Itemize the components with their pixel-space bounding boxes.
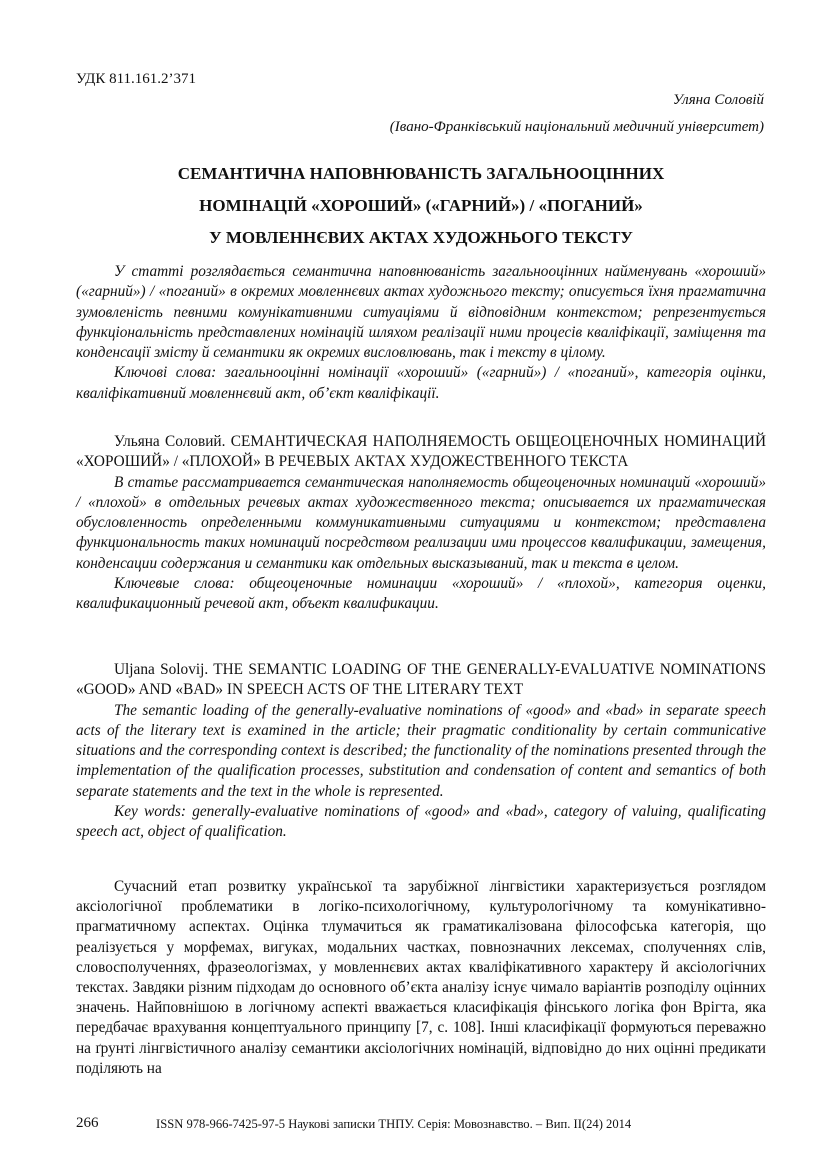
abstract-ru-keywords: Ключевые слова: общеоценочные номинации «хороший» / «плохой», категория оценки, квалификационный речевой акт, объект квалификации.	[76, 575, 766, 613]
abstract-ru-heading: Ульяна Соловий. СЕМАНТИЧЕСКАЯ НАПОЛНЯЕМОСТЬ ОБЩЕОЦЕНОЧНЫХ НОМИНАЦИЙ «ХОРОШИЙ» / «ПЛОХОЙ» В РЕЧЕВЫХ АКТАХ ХУДОЖЕСТВЕННОГО ТЕКСТА	[76, 433, 766, 471]
abstract-ua-text: У статті розглядається семантична наповнюваність загальнооцінних найменувань «хороший» («гарний») / «поганий» в окремих мовленнєвих актах художнього тексту; описується їхня прагматична зумовленість певними комунікативними ситуаціями й відповідним контекстом; репрезентується функціональність представлених номінацій шляхом реалізації ними процесів кваліфікації, заміщення та конденсації змісту й семантики як окремих висловлювань, так і тексту в цілому.	[76, 263, 766, 362]
journal-footer: ISSN 978-966-7425-97-5 Наукові записки ТНПУ. Серія: Мовознавство. – Вип. ІІ(24) 2014	[156, 1117, 632, 1131]
abstract-russian	[76, 432, 766, 615]
article-title	[76, 158, 766, 254]
abstract-english	[76, 660, 766, 843]
abstract-ru-text: В статье рассматривается семантическая наполняемость общеоценочных номинаций «хороший» / «плохой» в отдельных речевых актах художественного текста; описывается их прагматическая обусловленность определенными коммуникативными ситуациями и контекстом; представлена функциональность таких номинаций посредством реализации ими процессов квалификации, замещения, конденсации содержания и семантики как отдельных высказываний, так и текста в целом.	[76, 473, 766, 572]
udk-code: УДК 811.161.2’371	[76, 71, 197, 87]
body-paragraph-1: Сучасний етап розвитку української та зарубіжної лінгвістики характеризується розглядом аксіологічної проблематики в логіко-психологічному, культурологічному та комунікативно-прагматичному аспектах. Оцінка тлумачиться як граматикалізована філософська категорія, що реалізується у морфемах, вигуках, модальних частках, повнозначних лексемах, сполученнях слів, словосполученнях, фразеологізмах, у мовленнєвих актах кваліфікативного характеру й аксіологічних текстах. Завдяки різним підходам до основного об’єкта аналізу існує чимало варіантів розподілу оцінних значень. Найповнішою в логічному аспекті вважається класифікація фінського логіка фон Врігта, яка передбачає врахування концептуального принципу [7, с. 108]. Інші класифікації формуються переважно на ґрунті лінгвістичного аналізу семантики аксіологічних номінацій, відповідно до них оцінні предикати поділяють на	[76, 878, 766, 1077]
abstract-ukrainian	[76, 262, 766, 404]
abstract-en-text: The semantic loading of the generally-evaluative nominations of «good» and «bad» in separate speech acts of the literary text is examined in the article; their pragmatic conditionality by certain communicative situations and the corresponding context is described; the functionality of the nominations presented through the implementation of the qualification processes, substitution and condensation of content and semantics of both separate statements and the text in the whole is represented.	[76, 701, 766, 800]
title-line-3: У МОВЛЕННЄВИХ АКТАХ ХУДОЖНЬОГО ТЕКСТУ	[209, 228, 633, 247]
author-affiliation: (Івано-Франківський національний медичний університет)	[389, 119, 764, 135]
abstract-ua-keywords: Ключові слова: загальнооцінні номінації «хороший» («гарний») / «поганий», категорія оцінки, кваліфікативний мовленнєвий акт, об’єкт кваліфікації.	[76, 364, 766, 402]
body-section	[76, 877, 766, 1079]
page-number: 266	[76, 1115, 99, 1131]
abstract-en-keywords: Key words: generally-evaluative nominations of «good» and «bad», category of valuing, qualificating speech act, object of qualification.	[76, 803, 766, 841]
abstract-en-heading: Uljana Solovij. THE SEMANTIC LOADING OF THE GENERALLY-EVALUATIVE NOMINATIONS «GOOD» AND «BAD» IN SPEECH ACTS OF THE LITERARY TEXT	[76, 661, 766, 699]
title-line-2: НОМІНАЦІЙ «ХОРОШИЙ» («ГАРНИЙ») / «ПОГАНИЙ»	[199, 196, 643, 215]
author-name: Уляна Соловій	[672, 92, 764, 108]
title-line-1: СЕМАНТИЧНА НАПОВНЮВАНІСТЬ ЗАГАЛЬНООЦІННИХ	[177, 164, 665, 183]
